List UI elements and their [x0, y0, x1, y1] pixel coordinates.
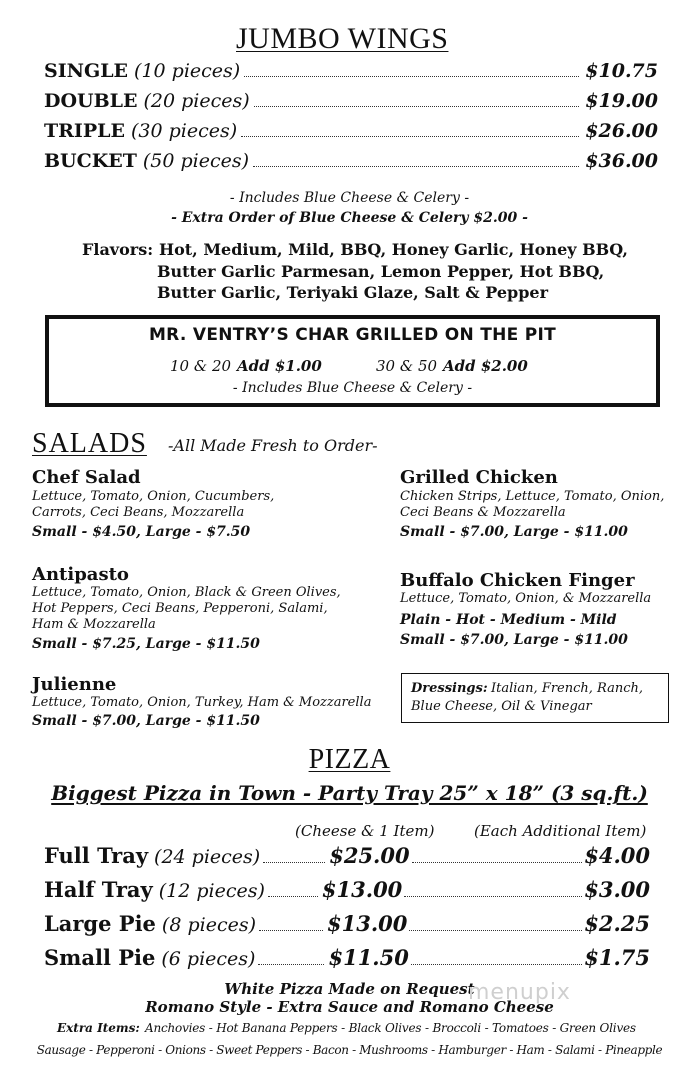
grill-opt2-sizes: 30 & 50	[376, 357, 438, 375]
chef-salad-price: Small - $4.50, Large - $7.50	[32, 524, 251, 540]
wing-desc: (10 pieces)	[134, 60, 241, 82]
grilled-chicken-name: Grilled Chicken	[400, 467, 558, 488]
pizza-price-additional: $4.00	[584, 843, 650, 868]
pizza-headline: Biggest Pizza in Town - Party Tray 25” x 18” (3 sq.ft.)	[51, 781, 648, 805]
wing-row-single	[44, 60, 658, 90]
flavors-line-3: Butter Garlic, Teriyaki Glaze, Salt & Pepper	[157, 283, 549, 302]
menupix-watermark: menupix	[468, 980, 571, 1005]
pizza-desc: (8 pieces)	[161, 914, 256, 936]
pizza-row-half-tray	[44, 877, 650, 907]
pizza-name: Half Tray	[44, 877, 153, 902]
pizza-name: Small Pie	[44, 945, 156, 970]
buffalo-chicken-heat: Plain - Hot - Medium - Mild	[400, 612, 617, 628]
dot-leader	[241, 136, 579, 137]
dot-leader	[258, 964, 324, 965]
white-pizza-note: White Pizza Made on Request	[224, 980, 475, 998]
antipasto-price: Small - $7.25, Large - $11.50	[32, 636, 260, 652]
wing-desc: (20 pieces)	[143, 90, 250, 112]
dot-leader	[404, 896, 582, 897]
wings-title: JUMBO WINGS	[236, 22, 449, 55]
pizza-price-additional: $1.75	[584, 945, 650, 970]
dot-leader	[253, 166, 579, 167]
grill-opt1-price: Add $1.00	[237, 357, 322, 375]
wing-name: TRIPLE	[44, 120, 125, 142]
pizza-row-full-tray	[44, 843, 650, 873]
antipasto-desc-1: Lettuce, Tomato, Onion, Black & Green Olives,	[32, 585, 341, 600]
dot-leader	[268, 896, 318, 897]
salads-title: SALADS	[32, 428, 147, 459]
julienne-price: Small - $7.00, Large - $11.50	[32, 713, 260, 729]
wings-extra: - Extra Order of Blue Cheese & Celery $2.00 -	[171, 210, 528, 226]
pizza-row-small-pie	[44, 945, 650, 975]
flavors-label: Flavors:	[82, 240, 154, 259]
wing-row-triple	[44, 120, 658, 150]
dot-leader	[263, 862, 325, 863]
pizza-name: Full Tray	[44, 843, 149, 868]
grilled-chicken-price: Small - $7.00, Large - $11.00	[400, 524, 628, 540]
dressings-line-1: Italian, French, Ranch,	[491, 681, 644, 696]
grill-opt2-price: Add $2.00	[443, 357, 528, 375]
pizza-price-base: $13.00	[327, 911, 408, 936]
grill-title: MR. VENTRY’S CHAR GRILLED ON THE PIT	[148, 325, 557, 345]
pizza-col2-header: (Each Additional Item)	[474, 822, 647, 840]
extra-items-line-1: Anchovies - Hot Banana Peppers - Black Olives - Broccoli - Tomatoes - Green Olives	[145, 1021, 636, 1035]
chef-salad-desc-1: Lettuce, Tomato, Onion, Cucumbers,	[32, 489, 275, 504]
pizza-title: PIZZA	[308, 744, 391, 775]
wing-name: SINGLE	[44, 60, 129, 82]
dressings-label: Dressings:	[411, 681, 488, 696]
grilled-chicken-desc-1: Chicken Strips, Lettuce, Tomato, Onion,	[400, 489, 665, 504]
chef-salad-desc-2: Carrots, Ceci Beans, Mozzarella	[32, 505, 245, 520]
dot-leader	[411, 964, 582, 965]
grilled-chicken-desc-2: Ceci Beans & Mozzarella	[400, 505, 566, 520]
buffalo-chicken-price: Small - $7.00, Large - $11.00	[400, 632, 628, 648]
antipasto-desc-3: Ham & Mozzarella	[32, 617, 156, 632]
extra-items-label: Extra Items:	[57, 1021, 140, 1035]
pizza-price-base: $13.00	[321, 877, 403, 902]
buffalo-chicken-name: Buffalo Chicken Finger	[400, 570, 635, 591]
pizza-name: Large Pie	[44, 911, 156, 936]
dot-leader	[254, 106, 580, 107]
pizza-price-additional: $2.25	[584, 911, 650, 936]
salads-subtitle: -All Made Fresh to Order-	[168, 436, 378, 455]
pizza-row-large-pie	[44, 911, 650, 941]
pizza-col1-header: (Cheese & 1 Item)	[295, 822, 435, 840]
dressings-box	[401, 673, 669, 723]
pizza-price-base: $11.50	[328, 945, 409, 970]
flavors-line-1: Hot, Medium, Mild, BBQ, Honey Garlic, Honey BBQ,	[159, 240, 628, 259]
pizza-desc: (24 pieces)	[154, 846, 261, 868]
buffalo-chicken-desc-1: Lettuce, Tomato, Onion, & Mozzarella	[400, 591, 652, 606]
extra-items-line-2: Sausage - Pepperoni - Onions - Sweet Peppers - Bacon - Mushrooms - Hamburger - Ham - Salami - Pineapple	[36, 1043, 663, 1057]
pizza-desc: (12 pieces)	[158, 880, 265, 902]
romano-style-note: Romano Style - Extra Sauce and Romano Cheese	[145, 998, 554, 1016]
pizza-price-base: $25.00	[329, 843, 410, 868]
chef-salad-name: Chef Salad	[32, 467, 141, 488]
wing-name: DOUBLE	[44, 90, 138, 112]
julienne-desc-1: Lettuce, Tomato, Onion, Turkey, Ham & Mozzarella	[32, 695, 372, 710]
wing-price: $10.75	[585, 60, 658, 82]
antipasto-desc-2: Hot Peppers, Ceci Beans, Pepperoni, Salami,	[32, 601, 328, 616]
char-grill-box	[45, 315, 660, 407]
wing-row-double	[44, 90, 658, 120]
antipasto-name: Antipasto	[32, 564, 129, 585]
julienne-name: Julienne	[32, 674, 117, 695]
wing-price: $26.00	[585, 120, 658, 142]
dot-leader	[259, 930, 323, 931]
wing-price: $19.00	[585, 90, 658, 112]
dot-leader	[412, 862, 583, 863]
dot-leader	[409, 930, 582, 931]
dot-leader	[244, 76, 579, 77]
wing-name: BUCKET	[44, 150, 137, 172]
wing-price: $36.00	[585, 150, 658, 172]
wing-desc: (30 pieces)	[130, 120, 238, 142]
dressings-line-2: Blue Cheese, Oil & Vinegar	[411, 699, 592, 714]
wing-desc: (50 pieces)	[142, 150, 250, 172]
flavors-line-2: Butter Garlic Parmesan, Lemon Pepper, Hot BBQ,	[157, 262, 605, 281]
wing-row-bucket	[44, 150, 658, 180]
wings-includes: - Includes Blue Cheese & Celery -	[229, 190, 470, 206]
pizza-desc: (6 pieces)	[161, 948, 256, 970]
grill-opt1-sizes: 10 & 20	[170, 357, 232, 375]
grill-includes: - Includes Blue Cheese & Celery -	[232, 380, 473, 396]
pizza-price-additional: $3.00	[584, 877, 650, 902]
